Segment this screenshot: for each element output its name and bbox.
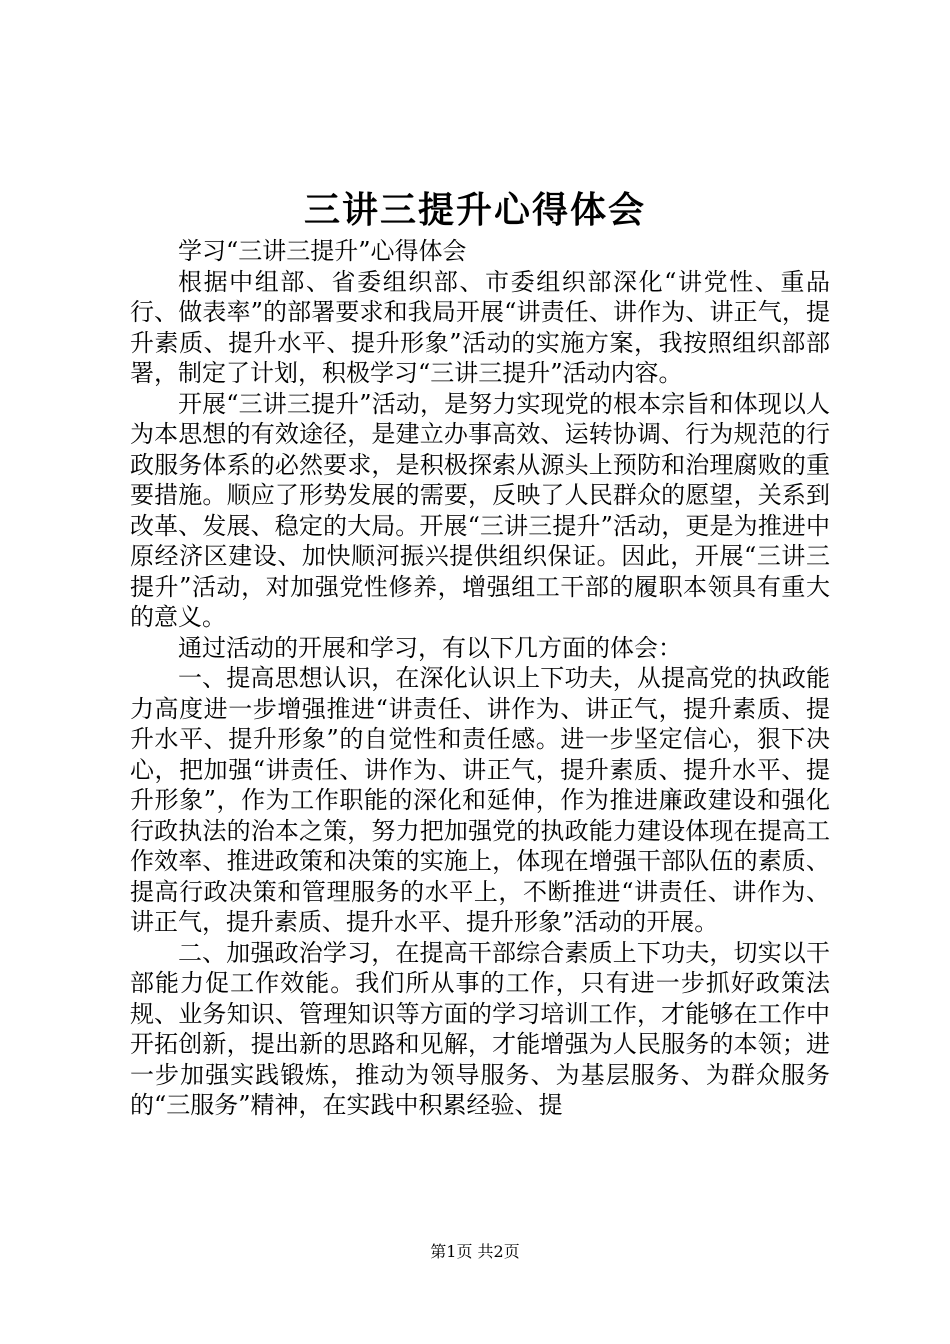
document-body [130,236,830,1121]
document-title: 三讲三提升心得体会 [303,189,646,231]
paragraph-3: 通过活动的开展和学习，有以下几方面的体会： [178,633,682,662]
paragraph-2: 开展“三讲三提升”活动，是努力实现党的根本宗旨和体现以人为本思想的有效途径，是建立办事高效、运转协调、行为规范的行政服务体系的必然要求，是积极探索从源头上预防和治理腐败的重要措施。顺应了形势发展的需要，反映了人民群众的愿望，关系到改革、发展、稳定的大局。开展“三讲三提升”活动，更是为推进中原经济区建设、加快顺河振兴提供组织保证。因此，开展“三讲三提升”活动，对加强党性修养，增强组工干部的履职本领具有重大的意义。 [130,389,830,631]
page-footer: 第1页 共2页 [430,1242,520,1261]
paragraph-4: 一、提高思想认识，在深化认识上下功夫，从提高党的执政能力高度进一步增强推进“讲责任、讲作为、讲正气，提升素质、提升水平、提升形象”的自觉性和责任感。进一步坚定信心，狠下决心，把加强“讲责任、讲作为、讲正气，提升素质、提升水平、提升形象”，作为工作职能的深化和延伸，作为推进廉政建设和强化行政执法的治本之策，努力把加强党的执政能力建设体现在提高工作效率、推进政策和决策的实施上，体现在增强干部队伍的素质、提高行政决策和管理服务的水平上，不断推进“讲责任、讲作为、讲正气，提升素质、提升水平、提升形象”活动的开展。 [130,664,830,936]
paragraph-subtitle: 学习“三讲三提升”心得体会 [178,237,467,265]
paragraph-1: 根据中组部、省委组织部、市委组织部深化“讲党性、重品行、做表率”的部署要求和我局开展“讲责任、讲作为、讲正气，提升素质、提升水平、提升形象”活动的实施方案，我按照组织部部署，制定了计划，积极学习“三讲三提升”活动内容。 [130,267,830,387]
paragraph-5: 二、加强政治学习，在提高干部综合素质上下功夫，切实以干部能力促工作效能。我们所从事的工作，只有进一步抓好政策法规、业务知识、管理知识等方面的学习培训工作，才能够在工作中开拓创新，提出新的思路和见解，才能增强为人民服务的本领；进一步加强实践锻炼，推动为领导服务、为基层服务、为群众服务的“三服务”精神，在实践中积累经验、提 [130,938,830,1119]
